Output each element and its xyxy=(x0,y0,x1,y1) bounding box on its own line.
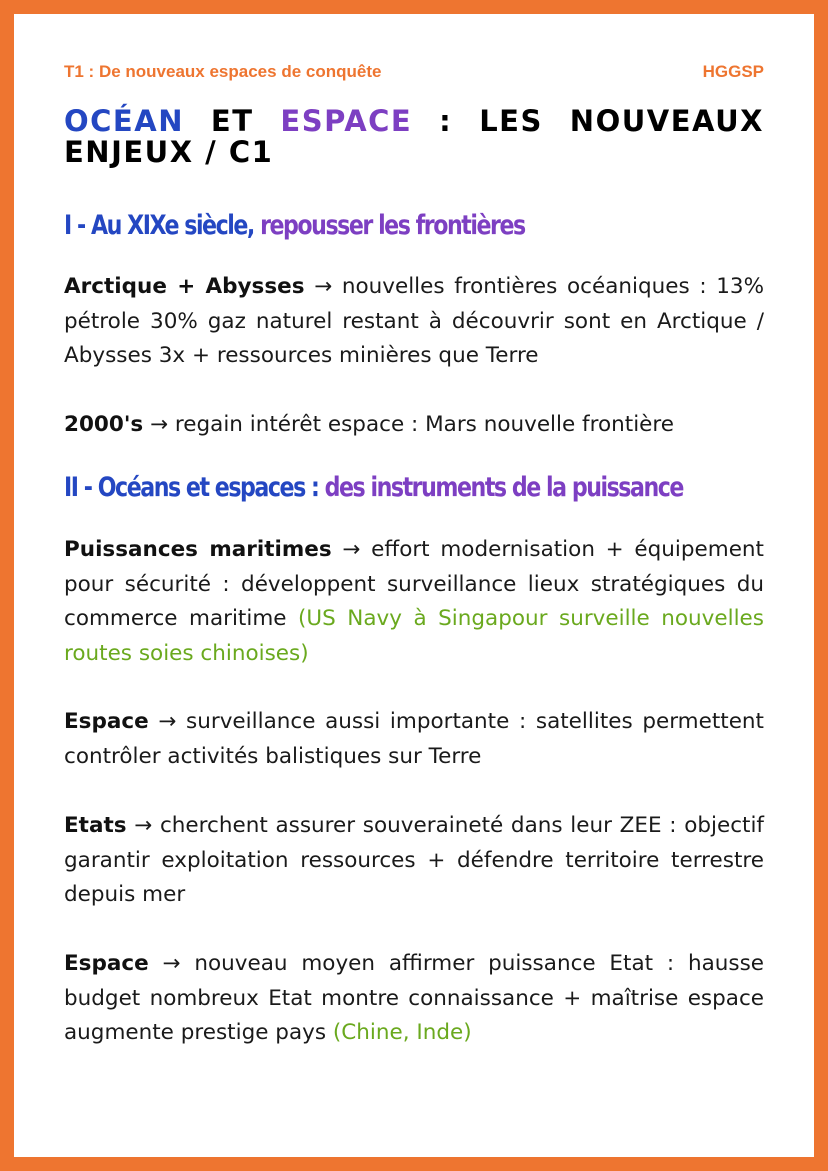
arrow-icon: → xyxy=(314,274,333,299)
paragraph-5-text: cherchent assurer souveraineté dans leur ZEE : objectif garantir exploitation ressources + défendre territoire terrestre depuis mer xyxy=(64,813,764,907)
paragraph-arctique xyxy=(64,270,764,374)
paragraph-6-text: nouveau moyen affirmer puissance Etat : hausse budget nombreux Etat montre connaissance + maîtrise espace augmente prestige pays xyxy=(64,951,764,1045)
paragraph-5-keyword: Etats xyxy=(64,813,127,838)
paragraph-6-keyword: Espace xyxy=(64,951,149,976)
arrow-icon: → xyxy=(150,412,169,437)
paragraph-3-example: (US Navy à Singapour surveille nouvelles routes soies chinoises) xyxy=(64,606,764,666)
title-ocean: OCÉAN xyxy=(64,104,184,138)
paragraph-espace-surveillance xyxy=(64,705,764,774)
title-and: ET xyxy=(183,104,281,138)
section-2-highlight: des instruments de la puissance xyxy=(324,472,683,503)
section-heading-1 xyxy=(64,210,646,241)
title-espace: ESPACE xyxy=(280,104,413,138)
arrow-icon: → xyxy=(342,537,361,562)
chapter-subtitle: T1 : De nouveaux espaces de conquête xyxy=(64,62,382,81)
paragraph-puissances-maritimes xyxy=(64,533,764,671)
paragraph-1-keyword: Arctique + Abysses xyxy=(64,274,305,299)
page-title xyxy=(64,106,764,168)
section-heading-2 xyxy=(64,472,683,503)
page-header xyxy=(64,62,764,82)
arrow-icon: → xyxy=(134,813,153,838)
arrow-icon: → xyxy=(162,951,181,976)
paragraph-4-text: surveillance aussi importante : satellites permettent contrôler activités balistiques sur Terre xyxy=(64,709,764,769)
paragraph-1-text: nouvelles frontières océaniques : 13% pétrole 30% gaz naturel restant à découvrir sont en Arctique / Abysses 3x + ressources minières que Terre xyxy=(64,274,764,368)
title-rest: : LES NOUVEAUX ENJEUX / C1 xyxy=(64,104,764,169)
paragraph-2-text: regain intérêt espace : Mars nouvelle frontière xyxy=(168,412,674,437)
paragraph-2-keyword: 2000's xyxy=(64,412,144,437)
paragraph-2000s xyxy=(64,408,764,443)
section-2-prefix: II - Océans et espaces : xyxy=(64,472,325,503)
arrow-icon: → xyxy=(158,709,177,734)
section-1-prefix: I - Au XIXe siècle, xyxy=(64,210,261,241)
paragraph-3-text: effort modernisation + équipement pour sécurité : développent surveillance lieux stratégiques du commerce maritime xyxy=(64,537,764,631)
section-1-highlight: repousser les frontières xyxy=(260,210,525,241)
paragraph-3-keyword: Puissances maritimes xyxy=(64,537,332,562)
subject-label: HGGSP xyxy=(702,62,764,81)
paragraph-6-example: (Chine, Inde) xyxy=(332,1020,472,1045)
paragraph-espace-puissance xyxy=(64,947,764,1051)
paragraph-etats xyxy=(64,809,764,913)
paragraph-4-keyword: Espace xyxy=(64,709,149,734)
